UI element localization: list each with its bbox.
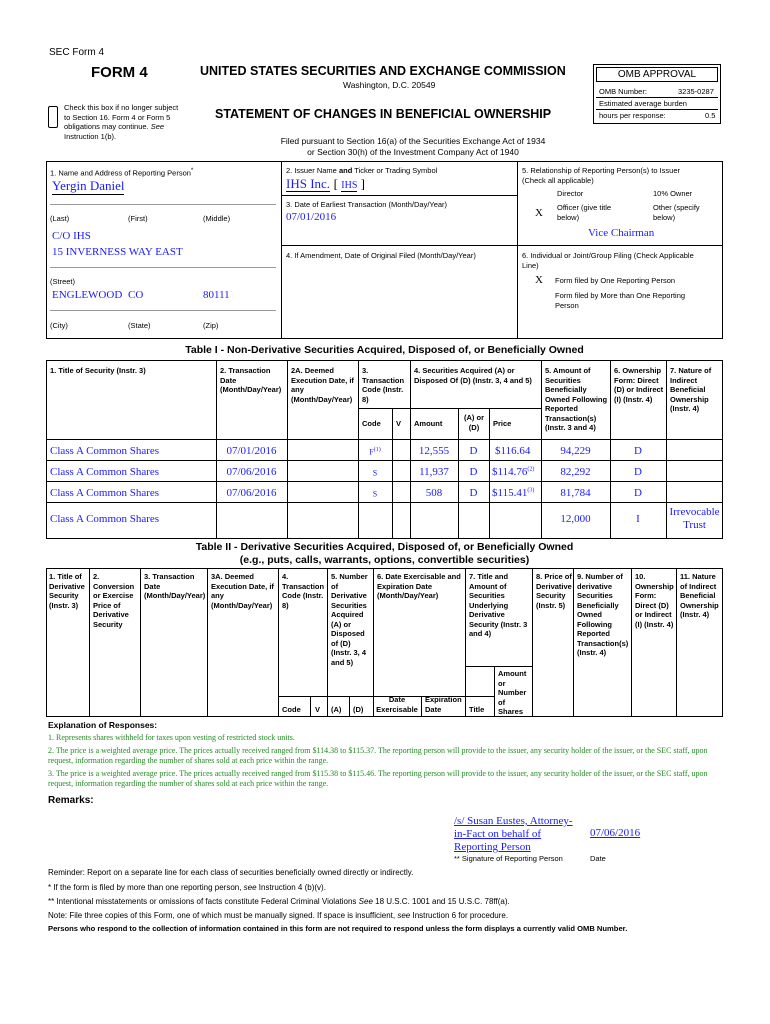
date-label: Date — [590, 854, 606, 863]
reminder-text: Reminder: Report on a separate line for each class of securities beneficially owned directly or indirectly. — [48, 868, 414, 877]
table-row-title: Class A Common Shares — [50, 487, 160, 499]
table-row-aord: D — [469, 466, 478, 478]
t1-subcol-v: V — [396, 419, 402, 428]
t2-subcol-a: (A) — [331, 705, 342, 714]
ten-percent-owner-label: 10% Owner — [653, 189, 693, 198]
t1-subcol-price: Price — [493, 419, 512, 428]
address-line1: C/O IHS — [52, 230, 91, 242]
zip-label: (Zip) — [203, 321, 219, 330]
table-row-aord: D — [469, 487, 478, 499]
t2-col-number: 5. Number of Derivative Securities Acquired (A) or Disposed of (D) (Instr. 3, 4 and 5) — [331, 572, 368, 667]
remarks-label: Remarks: — [48, 795, 94, 806]
t2-subcol-expiration: Expiration Date — [425, 695, 462, 714]
burden-label: Estimated average burden — [599, 99, 687, 108]
t2-subcol-title: Title — [469, 705, 485, 714]
table-row-form: I — [636, 513, 640, 525]
officer-title: Vice Chairman — [588, 227, 655, 239]
t2-col-form: 10. Ownership Form: Direct (D) or Indirect (I) (Instr. 4) — [635, 572, 674, 629]
signature: /s/ Susan Eustes, Attorney-in-Fact on behalf of Reporting Person — [454, 815, 573, 853]
no-longer-subject-checkbox[interactable] — [48, 106, 58, 128]
table-row-amount: 11,937 — [419, 466, 449, 478]
t2-col-nature: 11. Nature of Indirect Beneficial Ownership (Instr. 4) — [680, 572, 719, 619]
table-row-code: S — [372, 468, 378, 478]
t1-col-code: 3. Transaction Code (Instr. 8) — [362, 366, 405, 404]
table2-title: Table II - Derivative Securities Acquired, Disposed of, or Beneficially Owned (e.g., puts, calls, warrants, options, convertible securities) — [195, 541, 574, 566]
omb-number-label: OMB Number: — [599, 87, 647, 96]
t1-col-owned: 5. Amount of Securities Beneficially Owned Following Reported Transaction(s) (Instr. 3 and 4) — [545, 366, 608, 432]
box1-label: 1. Name and Address of Reporting Person* — [50, 167, 194, 178]
t1-col-deemed: 2A. Deemed Execution Date, if any (Month/Day/Year) — [291, 366, 354, 404]
checkbox-instructions: Check this box if no longer subject to Section 16. Form 4 or Form 5 obligations may continue. See Instruction 1(b). — [64, 103, 179, 141]
table-row-aord: D — [469, 445, 478, 457]
issuer: IHS Inc. [ IHS ] — [286, 176, 365, 191]
box5-label: 5. Relationship of Reporting Person(s) to Issuer (Check all applicable) — [522, 166, 680, 185]
t2-subcol-amount: Amount or Number of Shares — [498, 669, 527, 716]
t1-subcol-code: Code — [362, 419, 381, 428]
footer-note: Note: File three copies of this Form, one of which must be manually signed. If space is insufficient, see Instruction 6 for procedure. — [48, 911, 509, 920]
box6-label: 6. Individual or Joint/Group Filing (Check Applicable Line) — [522, 251, 694, 270]
officer-label: Officer (give title below) — [557, 203, 612, 222]
t1-col-title: 1. Title of Security (Instr. 3) — [50, 366, 146, 375]
t2-col-date: 3. Transaction Date (Month/Day/Year) — [144, 572, 206, 600]
t2-col-title: 1. Title of Derivative Security (Instr. 3) — [49, 572, 85, 610]
t1-col-form: 6. Ownership Form: Direct (D) or Indirect (I) (Instr. 4) — [614, 366, 664, 404]
box3-label: 3. Date of Earliest Transaction (Month/Day/Year) — [286, 200, 448, 209]
table-row-price: $114.76$^{(2)}$ — [492, 466, 535, 478]
box2-label: 2. Issuer Name and Ticker or Trading Symbol — [286, 166, 438, 175]
t2-col-price: 8. Price of Derivative Security (Instr. 5) — [536, 572, 572, 610]
table-row-form: D — [634, 466, 642, 478]
explanation-label: Explanation of Responses: — [48, 720, 158, 730]
t1-subcol-amount: Amount — [414, 419, 443, 428]
table-row-form: D — [634, 445, 642, 457]
t1-col-acquired: 4. Securities Acquired (A) or Disposed Of (D) (Instr. 3, 4 and 5) — [414, 366, 532, 385]
table1-title: Table I - Non-Derivative Securities Acquired, Disposed of, or Beneficially Owned — [185, 344, 584, 356]
table-row-owned: 94,229 — [560, 445, 591, 457]
issuer-name: IHS Inc. — [286, 176, 331, 191]
t2-col-conversion: 2. Conversion or Exercise Price of Derivative Security — [93, 572, 135, 629]
table-row-nature: Irrevocable Trust — [669, 506, 720, 531]
table-row-date: 07/06/2016 — [226, 487, 277, 499]
address-line2: 15 INVERNESS WAY EAST — [52, 246, 183, 258]
commission-address: Washington, D.C. 20549 — [343, 80, 436, 90]
table-row-title: Class A Common Shares — [50, 466, 160, 478]
footer-multiple-persons: * If the form is filed by more than one reporting person, see Instruction 4 (b)(v). — [48, 883, 326, 892]
t2-subcol-v: V — [315, 705, 321, 714]
table-row-code: $F^{(1)}$ — [369, 447, 381, 457]
zip-value: 80111 — [203, 289, 230, 301]
table-row-amount: 12,555 — [418, 445, 450, 457]
footer-omb-notice: Persons who respond to the collection of information contained in this form are not required to respond unless the form displays a currently valid OMB Number. — [48, 924, 628, 933]
omb-approval-title: OMB APPROVAL — [596, 67, 718, 82]
t1-col-nature: 7. Nature of Indirect Beneficial Ownership (Instr. 4) — [670, 366, 712, 413]
director-label: Director — [557, 189, 584, 198]
table-row-price: $116.64 — [495, 445, 531, 457]
omb-number: 3235-0287 — [678, 87, 714, 96]
statement-title: STATEMENT OF CHANGES IN BENEFICIAL OWNERSHIP — [215, 107, 552, 121]
t2-col-deemed: 3A. Deemed Execution Date, if any (Month/Day/Year) — [211, 572, 274, 610]
t2-col-owned: 9. Number of derivative Securities Beneficially Owned Following Reported Transaction(s) (Instr. 4) — [577, 572, 629, 657]
table-row-form: D — [634, 487, 642, 499]
city-label: (City) — [50, 321, 68, 330]
city-value: ENGLEWOOD — [52, 289, 123, 301]
first-label: (First) — [128, 214, 148, 223]
table-row-title: Class A Common Shares — [50, 445, 160, 457]
footnote-2: 2. The price is a weighted average price. The prices actually received ranged from $114.38 to $115.37. The reporting person will provide to the issuer, any security holder of the issuer, or the SEC staff, upon request, information regarding the number of shares sold at each price within the range. — [48, 746, 708, 765]
table-row-owned: 12,000 — [560, 513, 591, 525]
t2-col-code: 4. Transaction Code (Instr. 8) — [282, 572, 325, 610]
reporting-person-name: Yergin Daniel — [52, 178, 125, 193]
t2-subcol-code: Code — [282, 705, 301, 714]
t2-col-underlying: 7. Title and Amount of Securities Underlying Derivative Security (Instr. 3 and 4) — [469, 572, 528, 638]
other-label: Other (specify below) — [653, 203, 700, 222]
t1-col-date: 2. Transaction Date (Month/Day/Year) — [220, 366, 282, 394]
t2-col-exercisable: 6. Date Exercisable and Expiration Date (Month/Day/Year) — [377, 572, 461, 600]
form-title: FORM 4 — [91, 64, 148, 81]
more-persons-label: Form filed by More than One Reporting Person — [555, 291, 686, 310]
table-row-price: $115.41$^{(3)}$ — [492, 487, 535, 499]
table-row-code: S — [372, 489, 378, 499]
footnote-list — [48, 733, 723, 789]
t2-subcol-date-ex: Date Exercisable — [376, 695, 418, 714]
signature-date: 07/06/2016 — [590, 827, 641, 839]
t1-subcol-aord: (A) or (D) — [464, 413, 484, 432]
table-row-owned: 81,784 — [560, 487, 591, 499]
hours-label: hours per response: — [599, 111, 666, 120]
one-person-label: Form filed by One Reporting Person — [555, 276, 676, 285]
one-person-check[interactable]: X — [535, 274, 543, 286]
footer-misstatements: ** Intentional misstatements or omissions of facts constitute Federal Criminal Violations See 18 U.S.C. 1001 and 15 U.S.C. 78ff(a). — [48, 897, 510, 906]
state-value: CO — [128, 289, 144, 301]
hours-value: 0.5 — [705, 111, 716, 120]
last-label: (Last) — [50, 214, 70, 223]
signature-label: ** Signature of Reporting Person — [454, 854, 563, 863]
filed-pursuant: Filed pursuant to Section 16(a) of the Securities Exchange Act of 1934 or Section 30(h) of the Investment Company Act of 1940 — [280, 136, 546, 157]
officer-check[interactable]: X — [535, 207, 543, 219]
box4-label: 4. If Amendment, Date of Original Filed (Month/Day/Year) — [286, 251, 476, 260]
sec-form-label: SEC Form 4 — [49, 47, 105, 58]
footnote-1: 1. Represents shares withheld for taxes upon vesting of restricted stock units. — [48, 733, 295, 742]
table-row-date: 07/01/2016 — [226, 445, 277, 457]
earliest-transaction-date: 07/01/2016 — [286, 211, 337, 223]
street-label: (Street) — [50, 277, 76, 286]
t2-subcol-d: (D) — [353, 705, 364, 714]
commission-title: UNITED STATES SECURITIES AND EXCHANGE COMMISSION — [200, 64, 566, 78]
footnote-3: 3. The price is a weighted average price. The prices actually received ranged from $115.38 to $115.46. The reporting person will provide to the issuer, any security holder of the issuer, or the SEC staff, upon request, information regarding the number of shares sold at each price within the range. — [48, 769, 708, 788]
issuer-ticker: IHS — [341, 180, 358, 191]
table-row-owned: 82,292 — [560, 466, 591, 478]
table-row-amount: 508 — [425, 487, 443, 499]
table-row-date: 07/06/2016 — [226, 466, 277, 478]
state-label: (State) — [128, 321, 151, 330]
table-row-title: Class A Common Shares — [50, 513, 160, 525]
middle-label: (Middle) — [203, 214, 231, 223]
